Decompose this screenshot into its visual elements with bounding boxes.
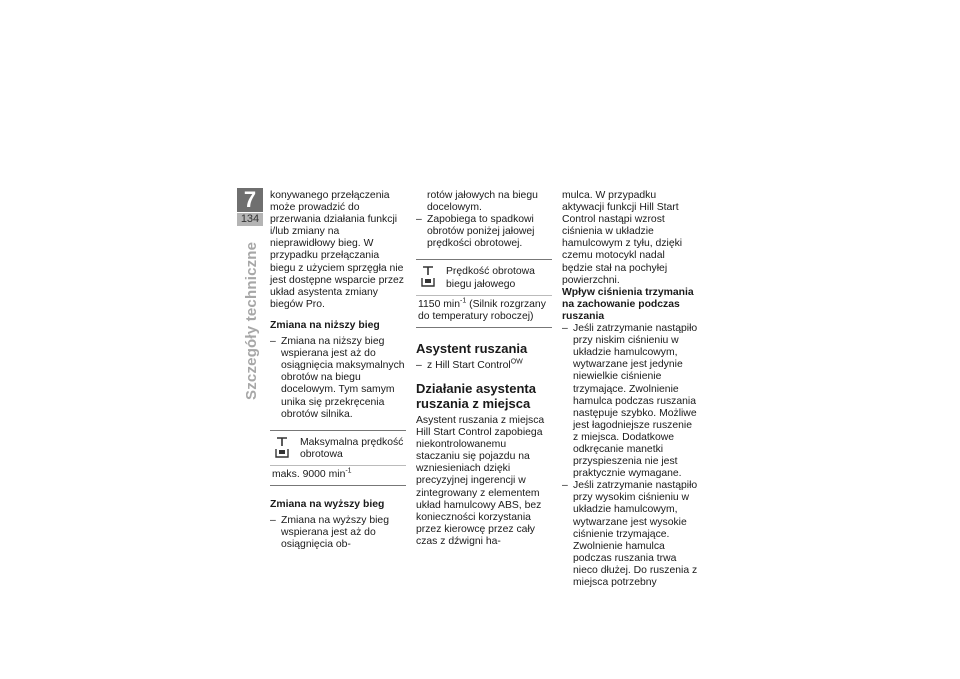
heading-assistant-function: Działanie asystenta ruszania z miejsca — [416, 380, 536, 411]
wrench-spec-icon — [420, 266, 436, 288]
list-item: – Jeśli zatrzymanie nastąpiło przy niskim ciśnieniu w układzie hamulcowym, wytwarzane jest jedynie niewielkie ciśnienie trzymające. Zwolnienie hamulca podczas ruszania następuje szybko. Możliwe jest łagodniejsze ruszenie z miejsca. Dodatkowe odkręcanie manetki przyspieszenia nie jest praktycznie wymagane. — [562, 323, 698, 480]
heading-downshift: Zmiana na niższy bieg — [270, 319, 380, 331]
spec-label: Prędkość obrotowa biegu jałowego — [446, 266, 535, 290]
spec-box-max-rpm — [270, 430, 406, 486]
column-1 — [270, 190, 406, 551]
paragraph-continuation: mulca. W przypadku aktywacji funkcji Hill Start Control nastąpi wzrost ciśnienia w układzie hamulcowym z tyłu, dzięki czemu motocykl nadal będzie stał na pochyłej powierzchni. — [562, 190, 683, 286]
spec-value: maks. 9000 $\min^{-1}$ — [270, 465, 406, 485]
spec-label: Maksymalna prędkość obrotowa — [300, 436, 404, 460]
list-item: – Jeśli zatrzymanie nastąpiło przy wysokim ciśnieniu w układzie hamulcowym, wytwarzane jest wysokie ciśnienie trzymające. Zwolnienie hamulca podczas ruszania trwa nieco dłużej. Do ruszenia z miejsca potrzebny — [562, 480, 698, 589]
spec-value: 1150 $\min^{-1}$ (Silnik rozgrzany do temperatury roboczej) — [416, 295, 552, 327]
section-title-vertical: Szczegóły techniczne — [243, 241, 260, 400]
spec-box-idle-rpm — [416, 259, 552, 327]
list-item: – Zmiana na wyższy bieg wspierana jest aż do osiągnięcia ob- — [270, 515, 406, 551]
list-item: – Zmiana na niższy bieg wspierana jest aż do osiągnięcia maksymalnych obrotów na biegu docelowym. Tym samym unika się przekręcenia obrotów silnika. — [270, 336, 406, 421]
heading-holding-pressure: Wpływ ciśnienia trzymania na zachowanie podczas ruszania — [562, 286, 694, 322]
list-item: – Zapobiega to spadkowi obrotów poniżej jałowej prędkości obrotowej. — [416, 214, 552, 250]
paragraph: Asystent ruszania z miejsca Hill Start Control zapobiega niekontrolowanemu staczaniu się pojazdu na wzniesieniach dzięki precyzyjnej ingerencji w zintegrowany z elementem układ hamulcowy ABS, bez konieczności korzystania przez kierowcę przez cały czas z dźwigni ha- — [416, 414, 545, 547]
wrench-spec-icon — [274, 437, 290, 459]
page-number: 134 — [237, 213, 263, 226]
chapter-number: 7 — [237, 188, 263, 212]
chapter-tab — [237, 188, 263, 226]
paragraph: konywanego przełączenia może prowadzić do przerwania działania funkcji i/lub zmiany na nieprawidłowy bieg. W przypadku przełączania biegu z użyciem sprzęgła nie jest dostępne wsparcie przez układ asystenta zmiany biegów Pro. — [270, 190, 404, 310]
paragraph-continuation: rotów jałowych na biegu docelowym. — [427, 190, 538, 214]
heading-start-assistant: Asystent ruszania — [416, 340, 528, 356]
column-3 — [562, 190, 698, 589]
heading-upshift: Zmiana na wyższy bieg — [270, 498, 385, 510]
column-2 — [416, 190, 552, 548]
list-item: – z Hill Start Control$^{OW}$ — [416, 360, 552, 372]
